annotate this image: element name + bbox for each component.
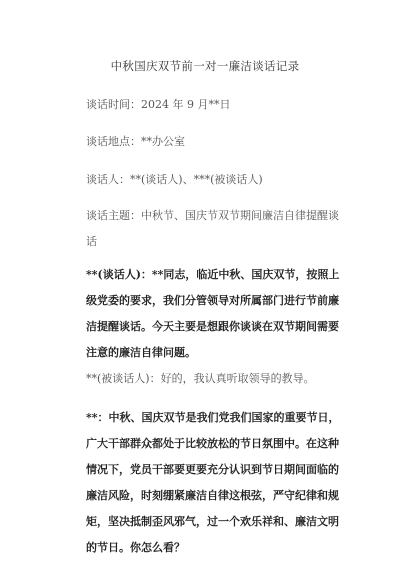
paragraph-3-text: 中秋、国庆双节是我们党我们国家的重要节日，广大干部群众都处于比较放松的节日氛围中。在这种情况下，党员干部要更要充分认识到节日期间面临的廉洁风险，时刻绷紧廉洁自律这根弦，严守纪律和规矩，坚决抵制歪风邪气，过一个欢乐祥和、廉洁文明的节日。你怎么看？ xyxy=(86,411,340,554)
paragraph-2: **(被谈话人)：好的，我认真听取领导的教导。 xyxy=(86,372,315,385)
talk-place-line: 谈话地点：**办公室 xyxy=(86,135,185,148)
paragraph-1-speaker: **(谈话人)： xyxy=(86,268,152,281)
paragraph-1 xyxy=(86,262,346,366)
talk-topic-line: 谈话主题：中秋节、国庆节双节期间廉洁自律提醒谈话 xyxy=(86,209,339,248)
paragraph-3 xyxy=(86,405,346,561)
talk-time-line: 谈话时间：2024 年 9 月**日 xyxy=(86,98,231,111)
paragraph-3-speaker: **： xyxy=(86,411,109,424)
document-title: 中秋国庆双节前一对一廉洁谈话记录 xyxy=(110,59,300,73)
talk-persons-line: 谈话人：**(谈话人)、***(被谈话人) xyxy=(86,173,263,186)
paragraph-1-text: **同志，临近中秋、国庆双节，按照上级党委的要求，我们分管领导对所属部门进行节前廉洁提醒谈话。今天主要是想跟你谈谈在双节期间需要注意的廉洁自律问题。 xyxy=(86,268,340,359)
